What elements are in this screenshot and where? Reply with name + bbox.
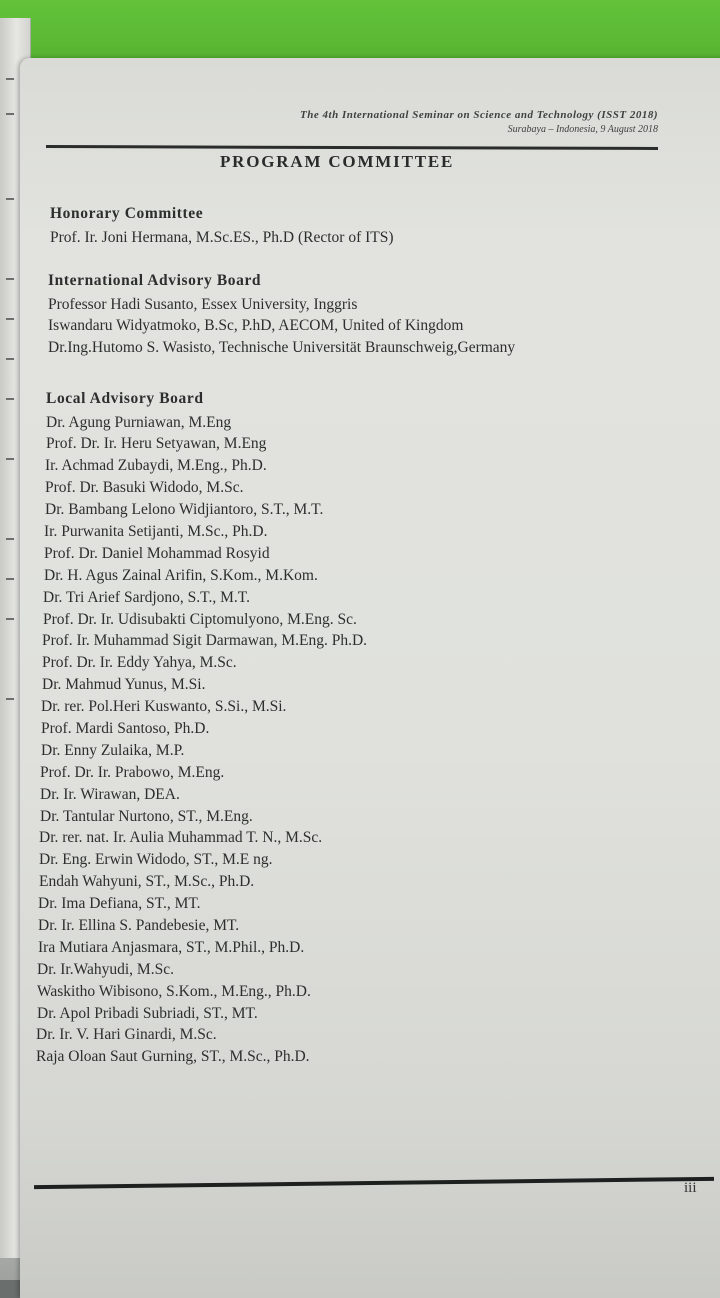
list-item: Raja Oloan Saut Gurning, ST., M.Sc., Ph.D. [36, 1048, 310, 1066]
list-item: Dr. Mahmud Yunus, M.Si. [42, 676, 206, 694]
international-advisory-section [48, 273, 515, 362]
list-item: Iswandaru Widyatmoko, B.Sc, P.hD, AECOM, United of Kingdom [48, 317, 464, 335]
list-item: Prof. Dr. Basuki Widodo, M.Sc. [45, 479, 244, 497]
page-title: PROGRAM COMMITTEE [220, 152, 455, 171]
list-item: Dr. Ir.Wahyudi, M.Sc. [37, 960, 174, 978]
list-item: Prof. Ir. Muhammad Sigit Darmawan, M.Eng. Ph.D. [42, 632, 368, 650]
list-item: Prof. Dr. Ir. Prabowo, M.Eng. [40, 763, 225, 781]
running-header [300, 110, 658, 135]
list-item: Dr. Ir. Ellina S. Pandebesie, MT. [38, 916, 240, 934]
list-item: Dr. Tri Arief Sardjono, S.T., M.T. [43, 588, 250, 606]
list-item: Prof. Ir. Joni Hermana, M.Sc.ES., Ph.D (Rector of ITS) [50, 228, 394, 246]
list-item: Dr. rer. Pol.Heri Kuswanto, S.Si., M.Si. [41, 698, 287, 716]
honorary-committee-section [50, 206, 394, 251]
list-item: Dr. Bambang Lelono Widjiantoro, S.T., M.T. [45, 501, 324, 519]
list-item: Dr.Ing.Hutomo S. Wasisto, Technische Universität Braunschweig,Germany [48, 339, 516, 357]
list-item: Prof. Mardi Santoso, Ph.D. [41, 719, 210, 737]
list-item: Dr. Apol Pribadi Subriadi, ST., MT. [37, 1004, 258, 1022]
list-item: Dr. Ir. V. Hari Ginardi, M.Sc. [36, 1026, 217, 1044]
list-item: Prof. Dr. Daniel Mohammad Rosyid [44, 544, 270, 562]
header-location-date: Surabaya – Indonesia, 9 August 2018 [507, 124, 658, 135]
list-item: Dr. Tantular Nurtono, ST., M.Eng. [40, 807, 253, 825]
list-item: Ira Mutiara Anjasmara, ST., M.Phil., Ph.D. [38, 938, 305, 956]
list-item: Professor Hadi Susanto, Essex University, Inggris [48, 295, 358, 313]
list-item: Prof. Dr. Ir. Udisubakti Ciptomulyono, M.Eng. Sc. [43, 610, 357, 628]
page-number: iii [684, 1180, 697, 1196]
list-item: Ir. Purwanita Setijanti, M.Sc., Ph.D. [44, 522, 268, 540]
honorary-committee-heading: Honorary Committee [50, 205, 204, 222]
list-item: Endah Wahyuni, ST., M.Sc., Ph.D. [39, 873, 255, 891]
list-item: Ir. Achmad Zubaydi, M.Eng., Ph.D. [45, 457, 267, 475]
local-advisory-heading: Local Advisory Board [46, 390, 204, 407]
list-item: Dr. Ima Defiana, ST., MT. [38, 895, 201, 913]
list-item: Prof. Dr. Ir. Eddy Yahya, M.Sc. [42, 654, 237, 672]
list-item: Dr. rer. nat. Ir. Aulia Muhammad T. N., M.Sc. [39, 829, 323, 847]
international-advisory-heading: International Advisory Board [48, 272, 262, 289]
header-seminar-title: The 4th International Seminar on Science and Technology (ISST 2018) [300, 109, 658, 121]
list-item: Prof. Dr. Ir. Heru Setyawan, M.Eng [46, 435, 267, 453]
local-advisory-section [36, 390, 368, 1071]
list-item: Dr. Ir. Wirawan, DEA. [40, 785, 180, 803]
list-item: Waskitho Wibisono, S.Kom., M.Eng., Ph.D. [37, 982, 311, 1000]
list-item: Dr. Agung Purniawan, M.Eng [46, 413, 232, 431]
list-item: Dr. Eng. Erwin Widodo, ST., M.E ng. [39, 851, 273, 869]
list-item: Dr. H. Agus Zainal Arifin, S.Kom., M.Kom. [44, 566, 318, 584]
list-item: Dr. Enny Zulaika, M.P. [41, 741, 185, 759]
